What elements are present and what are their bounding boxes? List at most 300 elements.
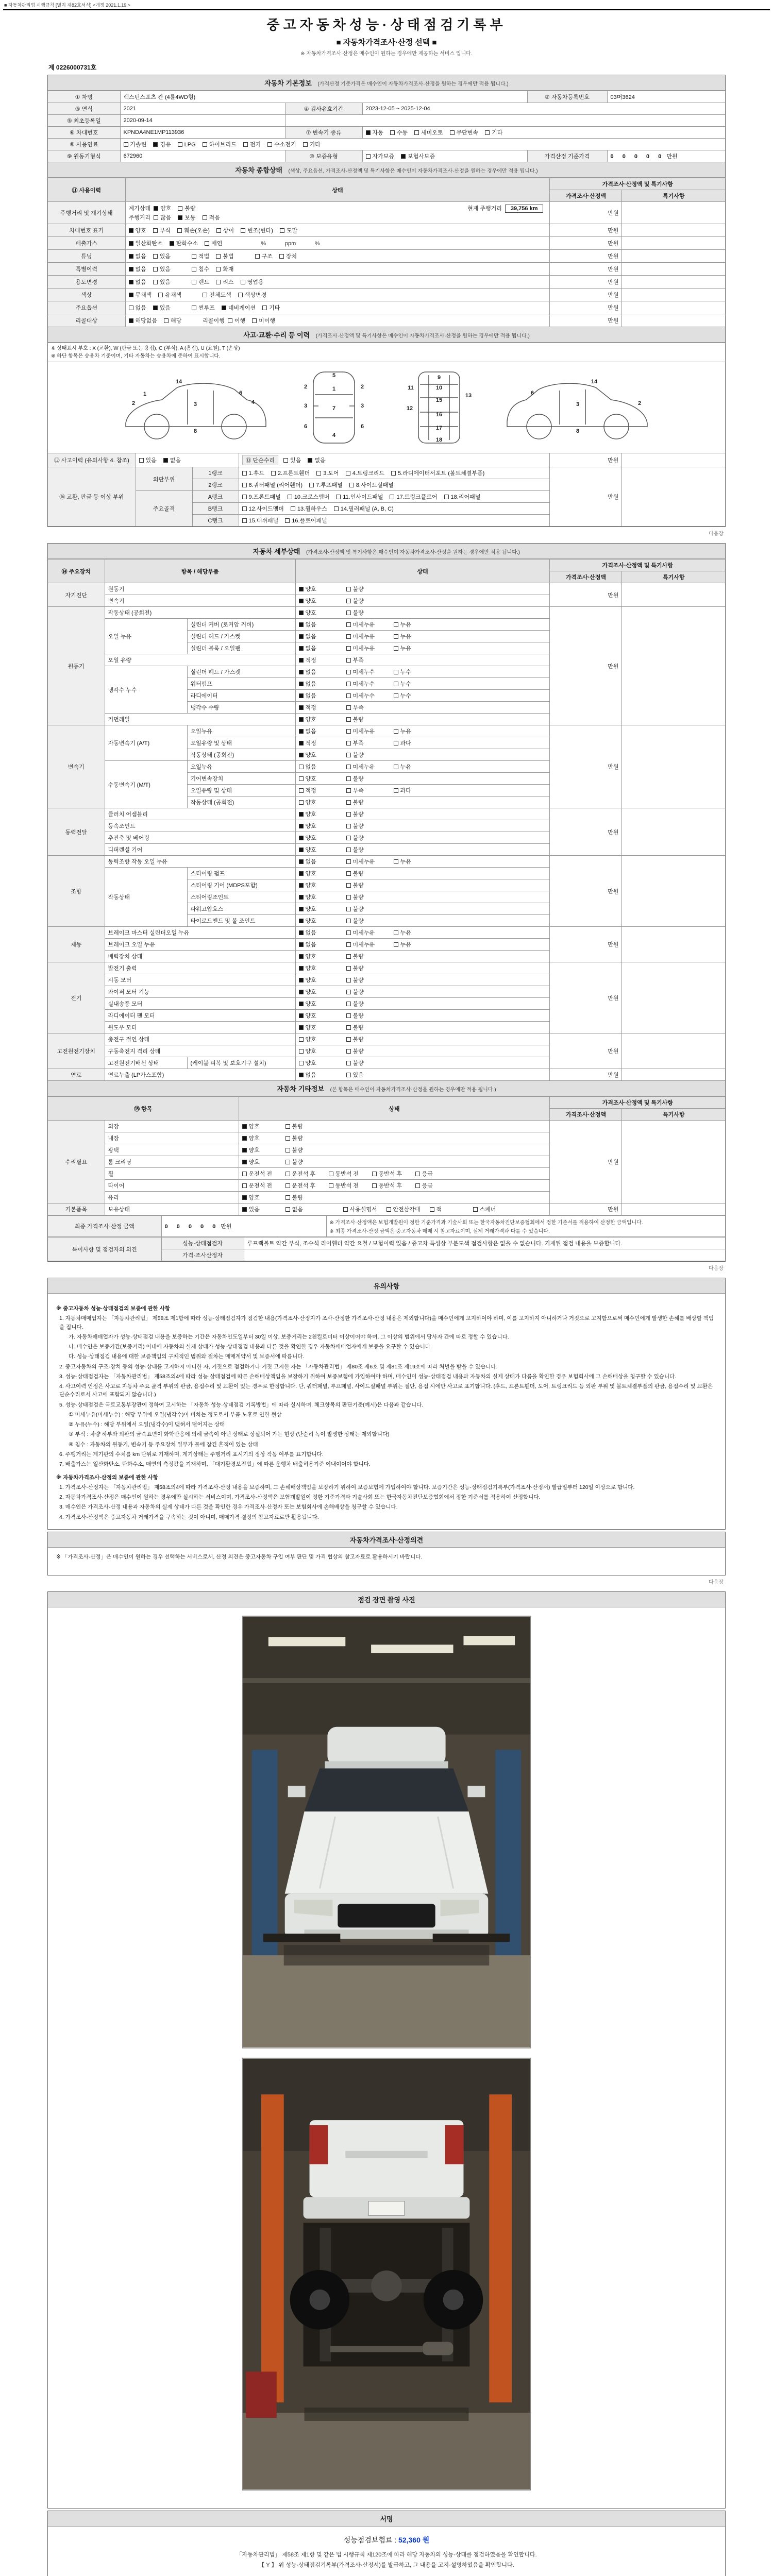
checkbox-option[interactable]: 구조 (255, 252, 273, 260)
checkbox-option[interactable]: 없음 (299, 928, 344, 937)
checkbox-option[interactable]: 12.사이드멤버 (242, 504, 284, 513)
checkbox-option[interactable]: 많음 (154, 213, 171, 222)
unchecked-box-icon[interactable] (216, 254, 221, 259)
unchecked-box-icon[interactable] (203, 215, 207, 220)
checked-box-icon[interactable] (299, 587, 304, 591)
checkbox-option[interactable]: 불량 (346, 964, 392, 972)
checkbox-option[interactable]: 탄화수소 (170, 239, 198, 247)
checked-box-icon[interactable] (299, 907, 304, 911)
unchecked-box-icon[interactable] (346, 599, 351, 603)
unchecked-box-icon[interactable] (283, 458, 288, 463)
checkbox-option[interactable]: 있음 (346, 1071, 392, 1079)
checkbox-option[interactable]: 불량 (285, 1146, 327, 1154)
checkbox-option[interactable]: 자가보증 (366, 152, 395, 160)
checkbox-option[interactable]: 양호 (299, 834, 344, 842)
checkbox-option[interactable]: 미세누수 (346, 691, 392, 700)
checkbox-option[interactable]: 불량 (346, 774, 392, 783)
checkbox-option[interactable]: 안전삼각대 (386, 1205, 428, 1213)
checkbox-option[interactable]: 불량 (346, 893, 392, 901)
unchecked-box-icon[interactable] (346, 1002, 351, 1006)
checkbox-option[interactable]: 무단변속 (450, 128, 479, 137)
unchecked-box-icon[interactable] (415, 1172, 420, 1176)
checkbox-option[interactable]: 없음 (163, 456, 181, 464)
checkbox-option[interactable]: 양호 (299, 715, 344, 723)
checkbox-option[interactable]: 누유 (394, 620, 439, 629)
unchecked-box-icon[interactable] (346, 670, 351, 674)
checkbox-option[interactable]: 불량 (346, 917, 392, 925)
checkbox-option[interactable]: 운전석 전 (242, 1170, 283, 1178)
unchecked-box-icon[interactable] (346, 622, 351, 627)
unchecked-box-icon[interactable] (485, 130, 490, 135)
checkbox-option[interactable]: LPG (178, 142, 196, 148)
unchecked-box-icon[interactable] (394, 930, 398, 935)
checkbox-option[interactable]: 있음 (153, 252, 171, 260)
unchecked-box-icon[interactable] (346, 859, 351, 864)
checkbox-option[interactable]: 양호 (299, 1011, 344, 1020)
checked-box-icon[interactable] (222, 306, 226, 310)
checkbox-option[interactable]: 불량 (346, 597, 392, 605)
checked-box-icon[interactable] (299, 812, 304, 817)
checkbox-option[interactable]: 부족 (346, 786, 392, 794)
checkbox-option[interactable]: 양호 (299, 881, 344, 889)
unchecked-box-icon[interactable] (394, 682, 398, 686)
checkbox-option[interactable]: 불량 (346, 881, 392, 889)
checked-box-icon[interactable] (299, 634, 304, 639)
checkbox-option[interactable]: 18.리어패널 (444, 493, 481, 501)
unchecked-box-icon[interactable] (262, 306, 267, 310)
checked-box-icon[interactable] (299, 599, 304, 603)
checked-box-icon[interactable] (299, 705, 304, 710)
unchecked-box-icon[interactable] (242, 483, 247, 487)
checked-box-icon[interactable] (299, 930, 304, 935)
checkbox-option[interactable]: 양호 (299, 810, 344, 818)
checkbox-option[interactable]: 14.필러패널 (A, B, C) (334, 504, 394, 513)
unchecked-box-icon[interactable] (414, 130, 419, 135)
unchecked-box-icon[interactable] (124, 142, 128, 147)
unchecked-box-icon[interactable] (372, 1183, 377, 1188)
unchecked-box-icon[interactable] (346, 753, 351, 757)
unchecked-box-icon[interactable] (192, 267, 196, 272)
checked-box-icon[interactable] (153, 306, 158, 310)
checkbox-option[interactable]: 부족 (346, 703, 392, 711)
unchecked-box-icon[interactable] (346, 646, 351, 651)
checked-box-icon[interactable] (129, 280, 133, 284)
checkbox-option[interactable]: 양호 (299, 1059, 344, 1067)
checkbox-option[interactable]: 15.대쉬패널 (242, 516, 279, 524)
unchecked-box-icon[interactable] (285, 1183, 290, 1188)
checked-box-icon[interactable] (299, 622, 304, 627)
unchecked-box-icon[interactable] (285, 1136, 290, 1141)
unchecked-box-icon[interactable] (303, 142, 308, 147)
unchecked-box-icon[interactable] (192, 306, 196, 310)
checkbox-option[interactable]: 양호 (129, 226, 146, 234)
checkbox-option[interactable]: 불량 (178, 204, 195, 212)
checked-box-icon[interactable] (299, 848, 304, 852)
checked-box-icon[interactable] (299, 1013, 304, 1018)
checkbox-option[interactable]: 3.도어 (316, 469, 339, 477)
unchecked-box-icon[interactable] (394, 859, 398, 864)
unchecked-box-icon[interactable] (299, 776, 304, 781)
unchecked-box-icon[interactable] (285, 1160, 290, 1164)
unchecked-box-icon[interactable] (346, 634, 351, 639)
unchecked-box-icon[interactable] (346, 942, 351, 947)
unchecked-box-icon[interactable] (430, 1207, 434, 1212)
checkbox-option[interactable]: 17.트렁크플로어 (390, 493, 437, 501)
unchecked-box-icon[interactable] (346, 658, 351, 663)
checkbox-option[interactable]: 양호 (242, 1122, 283, 1130)
unchecked-box-icon[interactable] (346, 824, 351, 828)
checked-box-icon[interactable] (299, 1025, 304, 1030)
unchecked-box-icon[interactable] (192, 280, 196, 284)
checkbox-option[interactable]: 렌트 (192, 278, 209, 286)
checked-box-icon[interactable] (153, 142, 158, 147)
unchecked-box-icon[interactable] (291, 506, 295, 511)
checked-box-icon[interactable] (129, 228, 133, 233)
checkbox-option[interactable]: 양호 (299, 774, 344, 783)
checked-box-icon[interactable] (242, 1207, 247, 1212)
checkbox-option[interactable]: 운전석 후 (285, 1170, 327, 1178)
unchecked-box-icon[interactable] (391, 471, 396, 476)
checkbox-option[interactable]: 적정 (299, 739, 344, 747)
unchecked-box-icon[interactable] (299, 788, 304, 793)
checkbox-option[interactable]: 불량 (346, 834, 392, 842)
checkbox-option[interactable]: 누수 (394, 668, 439, 676)
checkbox-option[interactable]: 적정 (299, 786, 344, 794)
unchecked-box-icon[interactable] (241, 280, 245, 284)
checkbox-option[interactable]: 장치 (279, 252, 297, 260)
checkbox-option[interactable]: 양호 (299, 1035, 344, 1043)
checked-box-icon[interactable] (129, 293, 133, 297)
checked-box-icon[interactable] (299, 942, 304, 947)
unchecked-box-icon[interactable] (346, 836, 351, 840)
checkbox-option[interactable]: 일산화탄소 (129, 239, 163, 247)
checkbox-option[interactable]: 13.휠하우스 (291, 504, 327, 513)
checkbox-option[interactable]: 경유 (153, 140, 171, 148)
checkbox-option[interactable]: 없음 (299, 668, 344, 676)
checkbox-option[interactable]: 미세누유 (346, 620, 392, 629)
checkbox-option[interactable]: 양호 (299, 964, 344, 972)
unchecked-box-icon[interactable] (346, 741, 351, 745)
unchecked-box-icon[interactable] (280, 228, 284, 233)
unchecked-box-icon[interactable] (346, 765, 351, 769)
unchecked-box-icon[interactable] (164, 318, 169, 323)
checkbox-option[interactable]: 누유 (394, 727, 439, 735)
checkbox-option[interactable]: 훼손(오손) (177, 226, 210, 234)
checkbox-option[interactable]: 스패너 (473, 1205, 514, 1213)
checkbox-option[interactable]: 과다 (394, 739, 439, 747)
checked-box-icon[interactable] (129, 267, 133, 272)
unchecked-box-icon[interactable] (386, 1207, 391, 1212)
checkbox-option[interactable]: 적음 (203, 213, 220, 222)
unchecked-box-icon[interactable] (346, 587, 351, 591)
checkbox-option[interactable]: 불량 (346, 715, 392, 723)
unchecked-box-icon[interactable] (394, 942, 398, 947)
checkbox-option[interactable]: 양호 (299, 597, 344, 605)
checkbox-option[interactable]: 색상변경 (238, 291, 267, 299)
unchecked-box-icon[interactable] (285, 1124, 290, 1129)
checkbox-option[interactable]: 불량 (285, 1134, 327, 1142)
checkbox-option[interactable]: 양호 (299, 608, 344, 617)
checked-box-icon[interactable] (242, 1160, 247, 1164)
checkbox-option[interactable]: 불량 (346, 585, 392, 593)
unchecked-box-icon[interactable] (346, 966, 351, 971)
checkbox-option[interactable]: 운전석 후 (285, 1181, 327, 1190)
checkbox-option[interactable]: 불법 (216, 252, 233, 260)
checkbox-option[interactable]: 양호 (299, 988, 344, 996)
checkbox-option[interactable]: 양호 (299, 822, 344, 830)
unchecked-box-icon[interactable] (346, 883, 351, 888)
checkbox-option[interactable]: 11.인사이드패널 (336, 493, 383, 501)
checkbox-option[interactable]: 불량 (346, 1059, 392, 1067)
checkbox-option[interactable]: 불량 (346, 822, 392, 830)
checked-box-icon[interactable] (242, 1136, 247, 1141)
checkbox-option[interactable]: 없음 (285, 1205, 327, 1213)
checkbox-option[interactable]: 부족 (346, 739, 392, 747)
checked-box-icon[interactable] (299, 658, 304, 663)
checked-box-icon[interactable] (299, 670, 304, 674)
checkbox-option[interactable]: 불량 (285, 1158, 327, 1166)
checked-box-icon[interactable] (163, 458, 168, 463)
checkbox-option[interactable]: 7.루프패널 (309, 481, 343, 489)
unchecked-box-icon[interactable] (346, 705, 351, 710)
checkbox-option[interactable]: 미세누수 (346, 680, 392, 688)
checkbox-option[interactable]: 없음 (299, 857, 344, 866)
checkbox-option[interactable]: 없음 (299, 940, 344, 948)
checkbox-option[interactable]: 5.라디에이터서포트 (볼트체결부품) (391, 469, 484, 477)
checkbox-option[interactable]: 응급 (415, 1181, 457, 1190)
checked-box-icon[interactable] (299, 1002, 304, 1006)
unchecked-box-icon[interactable] (329, 1172, 333, 1176)
checkbox-option[interactable]: 침수 (192, 265, 209, 273)
unchecked-box-icon[interactable] (346, 907, 351, 911)
checked-box-icon[interactable] (129, 318, 133, 323)
unchecked-box-icon[interactable] (309, 483, 314, 487)
checkbox-option[interactable]: 누유 (394, 632, 439, 640)
unchecked-box-icon[interactable] (346, 776, 351, 781)
unchecked-box-icon[interactable] (177, 228, 182, 233)
checked-box-icon[interactable] (299, 836, 304, 840)
unchecked-box-icon[interactable] (346, 895, 351, 900)
checkbox-option[interactable]: 보험사보증 (401, 152, 435, 160)
checkbox-option[interactable]: 부족 (346, 656, 392, 664)
checkbox-option[interactable]: 적정 (299, 656, 344, 664)
checkbox-option[interactable]: 미세누유 (346, 632, 392, 640)
unchecked-box-icon[interactable] (216, 280, 221, 284)
checkbox-option[interactable]: 이행 (228, 316, 245, 325)
unchecked-box-icon[interactable] (279, 254, 284, 259)
unchecked-box-icon[interactable] (346, 788, 351, 793)
unchecked-box-icon[interactable] (346, 682, 351, 686)
checkbox-option[interactable]: 전체도색 (203, 291, 231, 299)
unchecked-box-icon[interactable] (394, 622, 398, 627)
checkbox-option[interactable]: 네비게이션 (222, 303, 256, 312)
unchecked-box-icon[interactable] (242, 518, 247, 523)
unchecked-box-icon[interactable] (346, 800, 351, 805)
checkbox-option[interactable]: 누유 (394, 940, 439, 948)
checkbox-option[interactable]: 불량 (346, 1023, 392, 1031)
checked-box-icon[interactable] (242, 1124, 247, 1129)
unchecked-box-icon[interactable] (394, 741, 398, 745)
unchecked-box-icon[interactable] (299, 800, 304, 805)
checkbox-option[interactable]: 누유 (394, 928, 439, 937)
checked-box-icon[interactable] (299, 1073, 304, 1077)
checkbox-option[interactable]: 없음 (129, 252, 146, 260)
checkbox-option[interactable]: 불량 (346, 810, 392, 818)
checkbox-option[interactable]: 적법 (192, 252, 209, 260)
checked-box-icon[interactable] (299, 824, 304, 828)
unchecked-box-icon[interactable] (473, 1207, 478, 1212)
unchecked-box-icon[interactable] (346, 471, 350, 476)
checkbox-option[interactable]: 동반석 전 (329, 1170, 370, 1178)
checked-box-icon[interactable] (299, 741, 304, 745)
checkbox-option[interactable]: 있음 (139, 456, 157, 464)
unchecked-box-icon[interactable] (394, 634, 398, 639)
checked-box-icon[interactable] (299, 954, 304, 959)
checked-box-icon[interactable] (299, 753, 304, 757)
checked-box-icon[interactable] (299, 611, 304, 615)
checkbox-option[interactable]: 있음 (242, 1205, 283, 1213)
checkbox-option[interactable]: 양호 (299, 585, 344, 593)
unchecked-box-icon[interactable] (346, 717, 351, 722)
checkbox-option[interactable]: 없음 (299, 680, 344, 688)
checkbox-option[interactable]: 양호 (299, 1023, 344, 1031)
checked-box-icon[interactable] (366, 130, 371, 135)
unchecked-box-icon[interactable] (216, 267, 221, 272)
checkbox-option[interactable]: 양호 (154, 204, 171, 212)
unchecked-box-icon[interactable] (394, 646, 398, 651)
checked-box-icon[interactable] (299, 871, 304, 876)
unchecked-box-icon[interactable] (288, 495, 292, 499)
checkbox-option[interactable]: 불량 (346, 976, 392, 984)
checkbox-option[interactable]: 전기 (243, 140, 261, 148)
checkbox-option[interactable]: 동반석 전 (329, 1181, 370, 1190)
unchecked-box-icon[interactable] (390, 495, 394, 499)
unchecked-box-icon[interactable] (192, 254, 196, 259)
checkbox-option[interactable]: 10.크로스멤버 (288, 493, 329, 501)
unchecked-box-icon[interactable] (316, 471, 321, 476)
checkbox-option[interactable]: 응급 (415, 1170, 457, 1178)
checkbox-option[interactable]: 불량 (346, 988, 392, 996)
unchecked-box-icon[interactable] (203, 142, 207, 147)
checkbox-option[interactable]: 부식 (153, 226, 171, 234)
unchecked-box-icon[interactable] (285, 1148, 290, 1153)
unchecked-box-icon[interactable] (346, 919, 351, 923)
checked-box-icon[interactable] (154, 206, 158, 211)
unchecked-box-icon[interactable] (346, 871, 351, 876)
checkbox-option[interactable]: 있음 (153, 303, 171, 312)
unchecked-box-icon[interactable] (346, 930, 351, 935)
checkbox-option[interactable]: 불량 (346, 751, 392, 759)
unchecked-box-icon[interactable] (346, 1049, 351, 1054)
unchecked-box-icon[interactable] (346, 848, 351, 852)
checkbox-option[interactable]: 양호 (242, 1158, 283, 1166)
unchecked-box-icon[interactable] (444, 495, 449, 499)
checkbox-option[interactable]: 없음 (299, 691, 344, 700)
checkbox-option[interactable]: 양호 (299, 952, 344, 960)
checkbox-option[interactable]: 리스 (216, 278, 233, 286)
unchecked-box-icon[interactable] (242, 506, 247, 511)
checked-box-icon[interactable] (178, 215, 182, 220)
checkbox-option[interactable]: 불량 (346, 869, 392, 877)
unchecked-box-icon[interactable] (346, 1073, 351, 1077)
checkbox-option[interactable]: 불량 (346, 999, 392, 1008)
checkbox-option[interactable]: 세미오토 (414, 128, 443, 137)
checkbox-option[interactable]: 누유 (394, 644, 439, 652)
checkbox-option[interactable]: 기타 (303, 140, 321, 148)
checkbox-option[interactable]: 1.후드 (242, 469, 264, 477)
unchecked-box-icon[interactable] (178, 142, 182, 147)
checkbox-option[interactable]: 불량 (346, 608, 392, 617)
checkbox-option[interactable]: 미세누유 (346, 857, 392, 866)
unchecked-box-icon[interactable] (228, 318, 232, 323)
unchecked-box-icon[interactable] (158, 293, 163, 297)
checkbox-option[interactable]: 썬루프 (192, 303, 215, 312)
checkbox-option[interactable]: 매연 (205, 239, 222, 247)
checkbox-option[interactable]: 기타 (262, 303, 280, 312)
unchecked-box-icon[interactable] (329, 1183, 333, 1188)
checkbox-option[interactable]: 불량 (346, 1047, 392, 1055)
unchecked-box-icon[interactable] (139, 458, 144, 463)
unchecked-box-icon[interactable] (394, 670, 398, 674)
checkbox-option[interactable]: 양호 (299, 976, 344, 984)
unchecked-box-icon[interactable] (153, 280, 158, 284)
checked-box-icon[interactable] (299, 978, 304, 982)
checkbox-option[interactable]: 양호 (242, 1134, 283, 1142)
checkbox-option[interactable]: 동반석 후 (372, 1170, 413, 1178)
unchecked-box-icon[interactable] (205, 241, 209, 246)
unchecked-box-icon[interactable] (346, 693, 351, 698)
checkbox-option[interactable]: 무채색 (129, 291, 152, 299)
checkbox-option[interactable]: 상이 (216, 226, 234, 234)
unchecked-box-icon[interactable] (285, 1172, 290, 1176)
checkbox-option[interactable]: 없음 (308, 456, 325, 464)
unchecked-box-icon[interactable] (299, 1037, 304, 1042)
unchecked-box-icon[interactable] (285, 518, 290, 523)
checked-box-icon[interactable] (299, 682, 304, 686)
checkbox-option[interactable]: 자동 (366, 128, 383, 137)
checkbox-option[interactable]: 양호 (299, 845, 344, 854)
checkbox-option[interactable]: 없음 (299, 644, 344, 652)
checkbox-option[interactable]: 잭 (430, 1205, 471, 1213)
checkbox-option[interactable]: 누수 (394, 691, 439, 700)
checkbox-option[interactable]: 수동 (390, 128, 408, 137)
checkbox-option[interactable]: 수소전기 (267, 140, 296, 148)
unchecked-box-icon[interactable] (346, 1037, 351, 1042)
checkbox-option[interactable]: 미세누수 (346, 668, 392, 676)
checkbox-option[interactable]: 불량 (346, 905, 392, 913)
unchecked-box-icon[interactable] (394, 788, 398, 793)
checkbox-option[interactable]: 운전석 전 (242, 1181, 283, 1190)
checkbox-option[interactable]: 화재 (216, 265, 233, 273)
checkbox-option[interactable]: 양호 (242, 1146, 283, 1154)
unchecked-box-icon[interactable] (154, 215, 158, 220)
checkbox-option[interactable]: 보통 (178, 213, 195, 222)
checkbox-option[interactable]: 있음 (283, 456, 301, 464)
unchecked-box-icon[interactable] (255, 254, 260, 259)
unchecked-box-icon[interactable] (346, 729, 351, 734)
checkbox-option[interactable]: 9.프론트패널 (242, 493, 281, 501)
unchecked-box-icon[interactable] (336, 495, 341, 499)
checkbox-option[interactable]: 미세누유 (346, 940, 392, 948)
unchecked-box-icon[interactable] (153, 254, 158, 259)
unchecked-box-icon[interactable] (242, 471, 247, 476)
checked-box-icon[interactable] (299, 883, 304, 888)
checked-box-icon[interactable] (308, 458, 312, 463)
unchecked-box-icon[interactable] (299, 1049, 304, 1054)
unchecked-box-icon[interactable] (390, 130, 395, 135)
checked-box-icon[interactable] (242, 1148, 247, 1153)
checked-box-icon[interactable] (299, 990, 304, 994)
